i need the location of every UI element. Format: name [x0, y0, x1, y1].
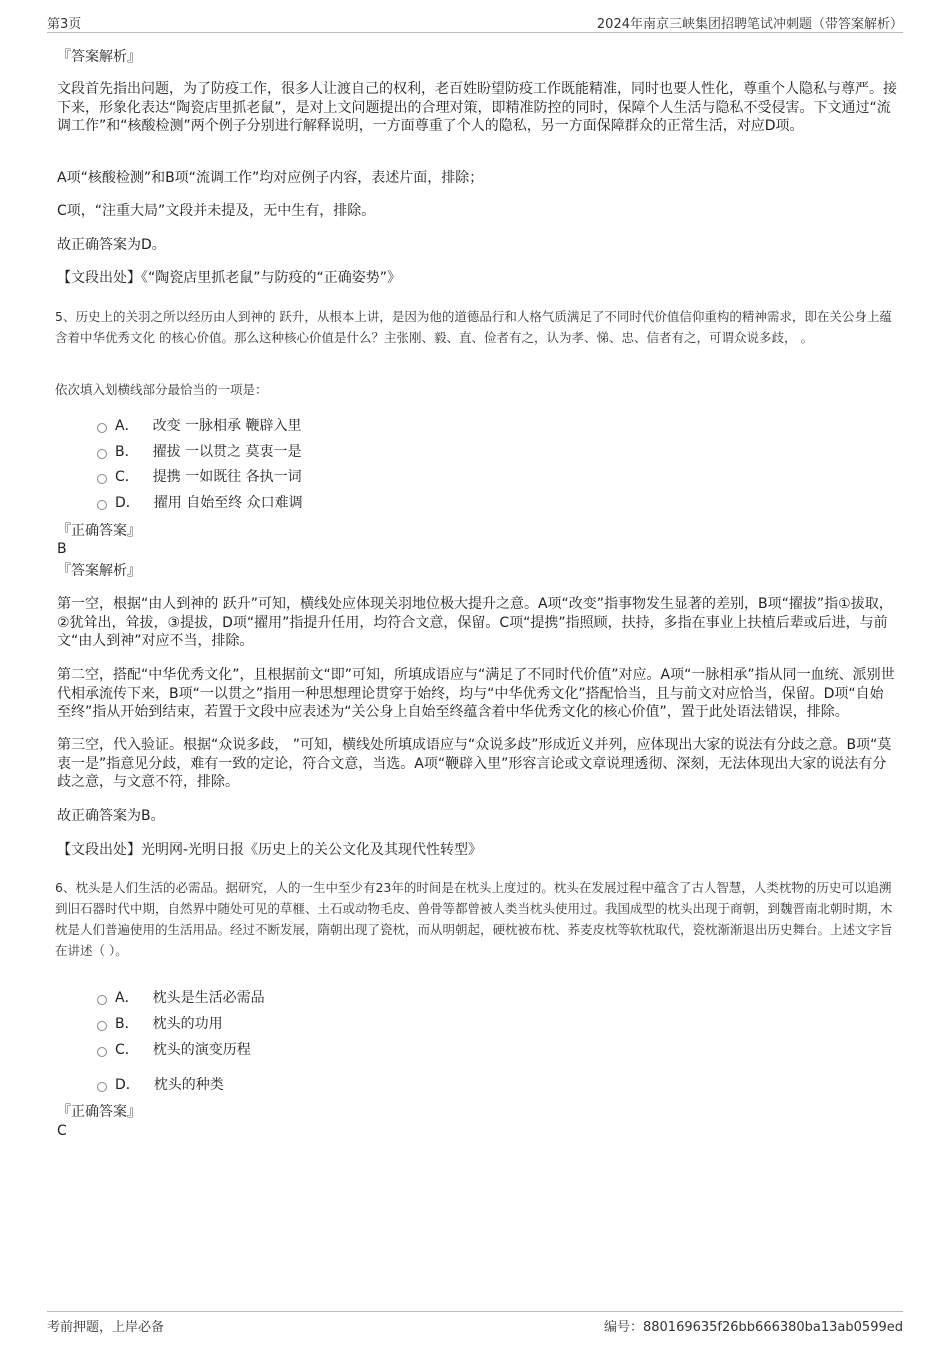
- option-text: 擢拔 一以贯之 莫衷一是: [152, 444, 302, 460]
- option-letter: A．: [115, 990, 139, 1006]
- q4-analysis-paragraph: 文段首先指出问题，为了防疫工作，很多人让渡自己的权利，老百姓盼望防疫工作既能精准，同时也要人性化，尊重个人隐私与尊严。接下来，形象化表达“陶瓷店里抓老鼠”，是对上文问题提出的合理对策，即精准防控的同时，保障个人生活与隐私不受侵害。下文通过“流调工作”和“核酸检测”两个例子分别进行解释说明，一方面尊重了个人的隐私，另一方面保障群众的正常生活，对应D项。: [57, 81, 897, 134]
- option-letter: B．: [115, 1016, 139, 1032]
- radio-icon[interactable]: [97, 423, 107, 433]
- q6-answer: C: [57, 1123, 67, 1139]
- option-letter: A．: [115, 418, 139, 434]
- q6-answer-title: 『正确答案』: [57, 1104, 141, 1120]
- q5-option-c[interactable]: [97, 468, 302, 486]
- q5-answer: B: [57, 541, 67, 557]
- radio-icon[interactable]: [97, 1082, 107, 1092]
- radio-icon[interactable]: [97, 500, 107, 510]
- q5-answer-title: 『正确答案』: [57, 523, 141, 539]
- option-text: 提携 一如既往 各执一词: [152, 469, 302, 485]
- document-title: 2024年南京三峡集团招聘笔试冲刺题（带答案解析）: [596, 17, 903, 32]
- option-text: 改变 一脉相承 鞭辟入里: [152, 418, 302, 434]
- q5-analysis-title: 『答案解析』: [57, 563, 141, 579]
- q5-analysis-paragraph: 第一空，根据“由人到神的 跃升”可知，横线处应体现关羽地位极大提升之意。A项“改变”指事物发生显著的差别，B项“擢拔”指①拔取，②犹耸出，耸拔，③提拔，D项“擢用”指提升任用，均符合文意，保留。C项“提携”指照顾，扶持，多指在事业上扶植后辈或后进，与前文“由人到神”对应不当，排除。: [57, 596, 893, 649]
- radio-icon[interactable]: [97, 449, 107, 459]
- q5-stem: 5、历史上的关羽之所以经历由人到神的 跃升，从根本上讲，是因为他的道德品行和人格气质满足了不同时代价值信仰重构的精神需求，即在关公身上蕴含着中华优秀文化 的核心价值。那么这种核心价值是什么？主张刚、毅、直、俭者有之，认为孝、悌、忠、信者有之，可谓众说多歧， 。: [55, 309, 892, 345]
- option-text: 枕头的功用: [152, 1016, 223, 1032]
- radio-icon[interactable]: [97, 1047, 107, 1057]
- option-letter: C．: [115, 1042, 139, 1058]
- footer-slogan: 考前押题，上岸必备: [47, 1320, 165, 1335]
- q4-analysis-paragraph: C项，“注重大局”文段并未提及，无中生有，排除。: [57, 203, 376, 219]
- option-text: 擢用 自始至终 众口难调: [153, 495, 303, 511]
- option-text: 枕头是生活必需品: [152, 990, 265, 1006]
- page-header: [47, 10, 903, 33]
- q5-option-b[interactable]: [97, 443, 302, 461]
- option-text: 枕头的种类: [153, 1077, 224, 1093]
- radio-icon[interactable]: [97, 995, 107, 1005]
- option-letter: D．: [115, 495, 140, 511]
- document-id: 编号：880169635f26bb666380ba13ab0599ed: [603, 1320, 903, 1335]
- q6-option-b[interactable]: [97, 1015, 223, 1033]
- q4-analysis-paragraph: A项“核酸检测”和B项“流调工作”均对应例子内容，表述片面，排除；: [57, 170, 484, 186]
- q5-analysis-paragraph: 第二空，搭配“中华优秀文化”，且根据前文“即”可知，所填成语应与“满足了不同时代价值”对应。A项“一脉相承”指从同一血统、派别世代相承流传下来，B项“一以贯之”指用一种思想理论贯穿于始终，均与“中华优秀文化”搭配恰当，且与前文对应恰当，保留。D项“自始至终”指从开始到结束，若置于文段中应表述为“关公身上自始至终蕴含着中华优秀文化的核心价值”，置于此处语法错误，排除。: [57, 667, 895, 720]
- page-footer: [47, 1311, 903, 1336]
- q5-conclusion: 故正确答案为B。: [57, 808, 165, 824]
- option-letter: D．: [115, 1077, 140, 1093]
- q6-stem: 6、枕头是人们生活的必需品。据研究，人的一生中至少有23年的时间是在枕头上度过的。枕头在发展过程中蕴含了古人智慧，人类枕物的历史可以追溯到旧石器时代中期，自然界中随处可见的草榧、土石或动物毛皮、兽骨等都曾被人类当枕头使用过。我国成型的枕头出现于商朝，到魏晋南北朝时期，木枕是人们普遍使用的生活用品。经过不断发展，隋朝出现了瓷枕，而从明朝起，硬枕被布枕、荞麦皮枕等软枕取代，瓷枕渐渐退出历史舞台。上述文字旨在讲述（ ）。: [55, 880, 893, 958]
- radio-icon[interactable]: [97, 1021, 107, 1031]
- option-letter: B．: [115, 444, 139, 460]
- q5-source: 【文段出处】光明网-光明日报《历史上的关公文化及其现代性转型》: [57, 842, 483, 858]
- q5-prompt: 依次填入划横线部分最恰当的一项是：: [55, 382, 268, 397]
- q5-analysis-paragraph: 第三空，代入验证。根据“众说多歧， ”可知，横线处所填成语应与“众说多歧”形成近义并列，应体现出大家的说法有分歧之意。B项“莫衷一是”指意见分歧，难有一致的定论，符合文意，当选。A项“鞭辟入里”形容言论或文章说理透彻、深刻，无法体现出大家的说法有分歧之意，与文意不符，排除。: [57, 737, 892, 790]
- q6-option-c[interactable]: [97, 1041, 251, 1059]
- q6-option-a[interactable]: [97, 989, 265, 1007]
- radio-icon[interactable]: [97, 474, 107, 484]
- q4-conclusion: 故正确答案为D。: [57, 237, 166, 253]
- q5-option-a[interactable]: [97, 417, 301, 435]
- q4-analysis-title: 『答案解析』: [57, 49, 141, 65]
- q4-source: 【文段出处】《“陶瓷店里抓老鼠”与防疫的“正确姿势”》: [57, 270, 402, 286]
- option-text: 枕头的演变历程: [152, 1042, 251, 1058]
- page-number: 第3页: [47, 17, 82, 32]
- q5-option-d[interactable]: [97, 494, 303, 512]
- option-letter: C．: [115, 469, 139, 485]
- q6-option-d[interactable]: [97, 1076, 224, 1094]
